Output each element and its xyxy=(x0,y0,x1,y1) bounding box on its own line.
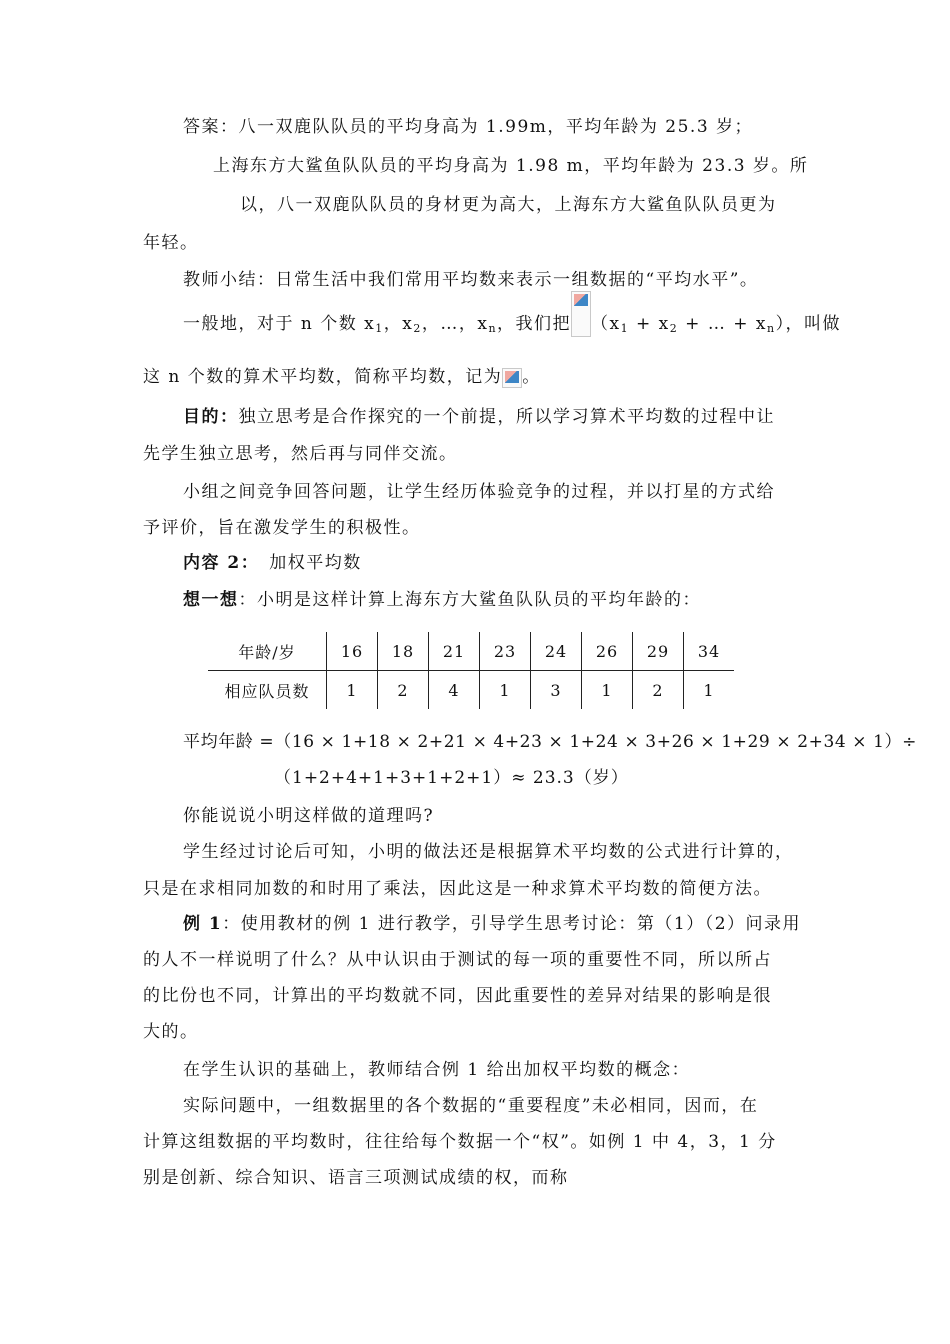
weighted-line-1: 在学生认识的基础上，教师结合例 1 给出加权平均数的概念： xyxy=(183,1060,691,1080)
table-header-age: 年龄/岁 xyxy=(208,632,327,671)
example1-line-3: 的比份也不同，计算出的平均数就不同，因此重要性的差异对结果的影响是很 xyxy=(143,986,772,1006)
age-table xyxy=(208,632,734,709)
answer-line-3: 以，八一双鹿队队员的身材更为高大，上海东方大鲨鱼队队员更为 xyxy=(240,195,777,215)
table-header-count: 相应队员数 xyxy=(224,681,310,701)
summary-line-1: 教师小结：日常生活中我们常用平均数来表示一组数据的“平均水平”。 xyxy=(183,270,759,290)
table-cell: 23 xyxy=(480,632,531,671)
table-cell: 2 xyxy=(633,671,684,710)
formula-line-2: （1+2+4+1+3+1+2+1）≈ 23.3（岁） xyxy=(274,768,629,788)
weighted-line-4: 别是创新、综合知识、语言三项测试成绩的权，而称 xyxy=(143,1168,569,1188)
table-cell: 2 xyxy=(378,671,429,710)
purpose-line-1: 目的：独立思考是合作探究的一个前提，所以学习算术平均数的过程中让 xyxy=(183,407,775,427)
table-row xyxy=(208,632,734,671)
discussion-line-1: 学生经过讨论后可知，小明的做法还是根据算术平均数的公式进行计算的， xyxy=(183,842,794,862)
purpose-line-2: 先学生独立思考，然后再与同伴交流。 xyxy=(143,444,458,464)
answer-line-2: 上海东方大鲨鱼队队员的平均身高为 1.98 m，平均年龄为 23.3 岁。所 xyxy=(213,156,809,176)
discussion-question: 你能说说小明这样做的道理吗? xyxy=(183,806,435,826)
table-cell: 29 xyxy=(633,632,684,671)
table-cell: 24 xyxy=(531,632,582,671)
summary-line-2: 一般地，对于 n 个数 $x_1$，$x_2$，…，$x_n$，我们把 （$x_1 + x_2$ + … + $x_n$），叫做 xyxy=(183,312,841,337)
table-cell: 1 xyxy=(327,671,378,710)
weighted-line-3: 计算这组数据的平均数时，往往给每个数据一个“权”。如例 1 中 4，3，1 分 xyxy=(143,1132,777,1152)
table-cell: 1 xyxy=(684,671,735,710)
formula-line-1: 平均年龄 =（16 × 1+18 × 2+21 × 4+23 × 1+24 × 3+26 × 1+29 × 2+34 × 1）÷ xyxy=(183,732,917,752)
mean-symbol-image-icon xyxy=(502,368,522,388)
table-cell: 34 xyxy=(684,632,735,671)
example1-label: 例 1 xyxy=(183,914,223,934)
example1-line-4: 大的。 xyxy=(143,1022,199,1042)
table-cell: 1 xyxy=(582,671,633,710)
table-cell: 16 xyxy=(327,632,378,671)
discussion-line-2: 只是在求相同加数的和时用了乘法，因此这是一种求算术平均数的简便方法。 xyxy=(143,879,772,899)
purpose-label: 目的： xyxy=(183,407,239,427)
purpose-line-4: 予评价，旨在激发学生的积极性。 xyxy=(143,518,421,538)
table-cell: 21 xyxy=(429,632,480,671)
answer-line-4: 年轻。 xyxy=(143,233,199,253)
summary-line-3: 这 n 个数的算术平均数，简称平均数，记为 。 xyxy=(143,367,541,387)
table-cell: 4 xyxy=(429,671,480,710)
table-cell: 18 xyxy=(378,632,429,671)
content2-heading: 内容 2： 加权平均数 xyxy=(183,553,362,573)
table-cell: 1 xyxy=(480,671,531,710)
table-row xyxy=(208,671,734,710)
purpose-line-3: 小组之间竞争回答问题，让学生经历体验竞争的过程，并以打星的方式给 xyxy=(183,482,775,502)
table-cell: 3 xyxy=(531,671,582,710)
think-label: 想一想 xyxy=(183,590,239,610)
weighted-line-2: 实际问题中，一组数据里的各个数据的“重要程度”未必相同，因而，在 xyxy=(183,1096,759,1116)
fraction-image-icon xyxy=(571,291,591,337)
example1-line-1: 例 1：使用教材的例 1 进行教学，引导学生思考讨论：第（1）（2）问录用 xyxy=(183,914,802,934)
example1-line-2: 的人不一样说明了什么？从中认识由于测试的每一项的重要性不同，所以所占 xyxy=(143,950,772,970)
think-line: 想一想：小明是这样计算上海东方大鲨鱼队队员的平均年龄的： xyxy=(183,590,701,610)
table-cell: 26 xyxy=(582,632,633,671)
answer-line-1: 答案：八一双鹿队队员的平均身高为 1.99m，平均年龄为 25.3 岁； xyxy=(183,117,754,137)
